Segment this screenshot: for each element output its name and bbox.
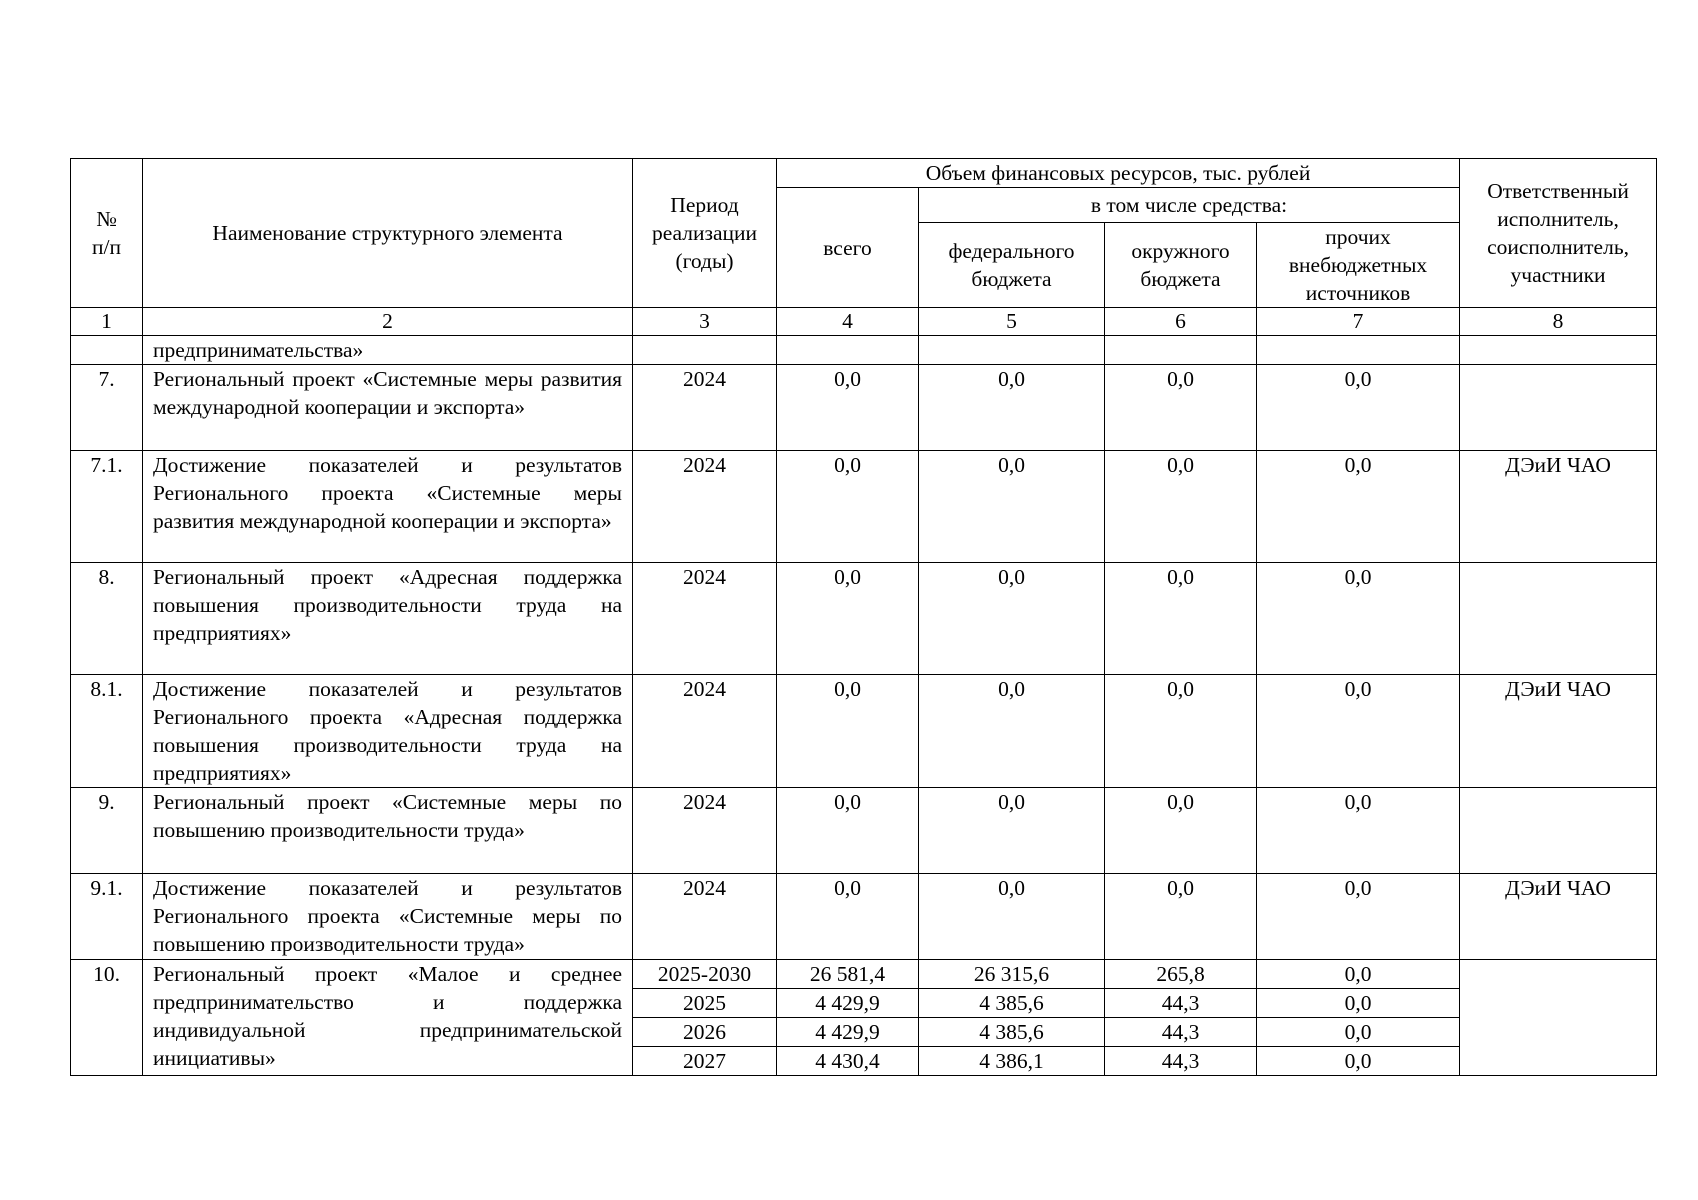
row-period: 2024 xyxy=(633,563,777,675)
header-other: прочих внебюджетных источников xyxy=(1257,223,1460,308)
row-total: 0,0 xyxy=(777,563,919,675)
row-other: 0,0 xyxy=(1257,788,1460,874)
row-number: 9.1. xyxy=(71,874,143,960)
row-federal: 0,0 xyxy=(919,788,1105,874)
column-numbers-row xyxy=(71,308,1657,336)
row-district: 0,0 xyxy=(1105,675,1257,788)
table-row xyxy=(71,874,1657,960)
row-responsible: ДЭиИ ЧАО xyxy=(1460,451,1657,563)
row-district: 0,0 xyxy=(1105,563,1257,675)
row-number: 8. xyxy=(71,563,143,675)
row-period: 2026 xyxy=(633,1018,777,1047)
row-period: 2025-2030 xyxy=(633,960,777,989)
col-number: 5 xyxy=(919,308,1105,336)
row-responsible xyxy=(1460,365,1657,451)
budget-table xyxy=(70,158,1657,1076)
row-federal: 0,0 xyxy=(919,563,1105,675)
row-responsible xyxy=(1460,788,1657,874)
row-federal: 0,0 xyxy=(919,675,1105,788)
row-other: 0,0 xyxy=(1257,675,1460,788)
row-period: 2024 xyxy=(633,788,777,874)
row-total: 0,0 xyxy=(777,365,919,451)
row-period: 2024 xyxy=(633,365,777,451)
row-period: 2024 xyxy=(633,675,777,788)
header-period: Период реализации (годы) xyxy=(633,159,777,308)
row-number: 7.1. xyxy=(71,451,143,563)
row-total: 4 429,9 xyxy=(777,989,919,1018)
continuation-row xyxy=(71,336,1657,365)
row-other: 0,0 xyxy=(1257,1018,1460,1047)
row-federal: 26 315,6 xyxy=(919,960,1105,989)
col-number: 6 xyxy=(1105,308,1257,336)
row-district: 0,0 xyxy=(1105,451,1257,563)
table-row xyxy=(71,563,1657,675)
row-total: 4 429,9 xyxy=(777,1018,919,1047)
col-number: 3 xyxy=(633,308,777,336)
cell-empty xyxy=(633,336,777,365)
row-total: 0,0 xyxy=(777,788,919,874)
cell-empty xyxy=(1105,336,1257,365)
row-district: 44,3 xyxy=(1105,1047,1257,1076)
row-district: 44,3 xyxy=(1105,1018,1257,1047)
row-responsible: ДЭиИ ЧАО xyxy=(1460,874,1657,960)
row-number: 7. xyxy=(71,365,143,451)
header-total: всего xyxy=(777,188,919,308)
row-other: 0,0 xyxy=(1257,989,1460,1018)
row-federal: 0,0 xyxy=(919,874,1105,960)
header-district: окружного бюджета xyxy=(1105,223,1257,308)
row-district: 0,0 xyxy=(1105,788,1257,874)
row-number: 8.1. xyxy=(71,675,143,788)
table-row xyxy=(71,788,1657,874)
row-district: 44,3 xyxy=(1105,989,1257,1018)
row-district: 0,0 xyxy=(1105,874,1257,960)
row-total: 0,0 xyxy=(777,451,919,563)
cell-empty xyxy=(777,336,919,365)
row-name: Региональный проект «Системные меры по повышению производительности труда» xyxy=(143,788,633,874)
row-name: Региональный проект «Системные меры развития международной кооперации и экспорта» xyxy=(143,365,633,451)
table-row-year xyxy=(71,960,1657,989)
row-federal: 4 385,6 xyxy=(919,1018,1105,1047)
row-other: 0,0 xyxy=(1257,1047,1460,1076)
row-responsible: ДЭиИ ЧАО xyxy=(1460,675,1657,788)
row-period: 2024 xyxy=(633,451,777,563)
row-total: 0,0 xyxy=(777,874,919,960)
table-row xyxy=(71,451,1657,563)
row-other: 0,0 xyxy=(1257,960,1460,989)
table-body xyxy=(71,308,1657,1076)
col-number: 7 xyxy=(1257,308,1460,336)
header-no: № п/п xyxy=(71,159,143,308)
row-period: 2025 xyxy=(633,989,777,1018)
cell-empty xyxy=(1257,336,1460,365)
row-name: Достижение показателей и результатов Регионального проекта «Системные меры развития международной кооперации и экспорта» xyxy=(143,451,633,563)
continuation-text: предпринимательства» xyxy=(143,336,633,365)
row-period: 2024 xyxy=(633,874,777,960)
cell-empty xyxy=(919,336,1105,365)
row-number: 9. xyxy=(71,788,143,874)
col-number: 2 xyxy=(143,308,633,336)
row-responsible xyxy=(1460,960,1657,1076)
row-total: 4 430,4 xyxy=(777,1047,919,1076)
col-number: 1 xyxy=(71,308,143,336)
row-total: 0,0 xyxy=(777,675,919,788)
col-number: 4 xyxy=(777,308,919,336)
row-other: 0,0 xyxy=(1257,365,1460,451)
header-volume: Объем финансовых ресурсов, тыс. рублей xyxy=(777,159,1460,188)
row-district: 0,0 xyxy=(1105,365,1257,451)
row-other: 0,0 xyxy=(1257,874,1460,960)
row-district: 265,8 xyxy=(1105,960,1257,989)
header-name: Наименование структурного элемента xyxy=(143,159,633,308)
row-federal: 0,0 xyxy=(919,365,1105,451)
table-row xyxy=(71,675,1657,788)
row-total: 26 581,4 xyxy=(777,960,919,989)
row-responsible xyxy=(1460,563,1657,675)
row-name: Достижение показателей и результатов Регионального проекта «Системные меры по повышению производительности труда» xyxy=(143,874,633,960)
header-incl: в том числе средства: xyxy=(919,188,1460,223)
row-period: 2027 xyxy=(633,1047,777,1076)
row-name: Региональный проект «Малое и среднее предпринимательство и поддержка индивидуальной предпринимательской инициативы» xyxy=(143,960,633,1076)
col-number: 8 xyxy=(1460,308,1657,336)
cell-empty xyxy=(71,336,143,365)
row-number: 10. xyxy=(71,960,143,1076)
row-name: Достижение показателей и результатов Регионального проекта «Адресная поддержка повышения производительности труда на предприятиях» xyxy=(143,675,633,788)
row-other: 0,0 xyxy=(1257,451,1460,563)
row-name: Региональный проект «Адресная поддержка повышения производительности труда на предприятиях» xyxy=(143,563,633,675)
row-federal: 4 386,1 xyxy=(919,1047,1105,1076)
table-row xyxy=(71,365,1657,451)
row-federal: 0,0 xyxy=(919,451,1105,563)
cell-empty xyxy=(1460,336,1657,365)
header-federal: федерального бюджета xyxy=(919,223,1105,308)
row-other: 0,0 xyxy=(1257,563,1460,675)
row-federal: 4 385,6 xyxy=(919,989,1105,1018)
header-responsible: Ответственный исполнитель, соисполнитель, участники xyxy=(1460,159,1657,308)
